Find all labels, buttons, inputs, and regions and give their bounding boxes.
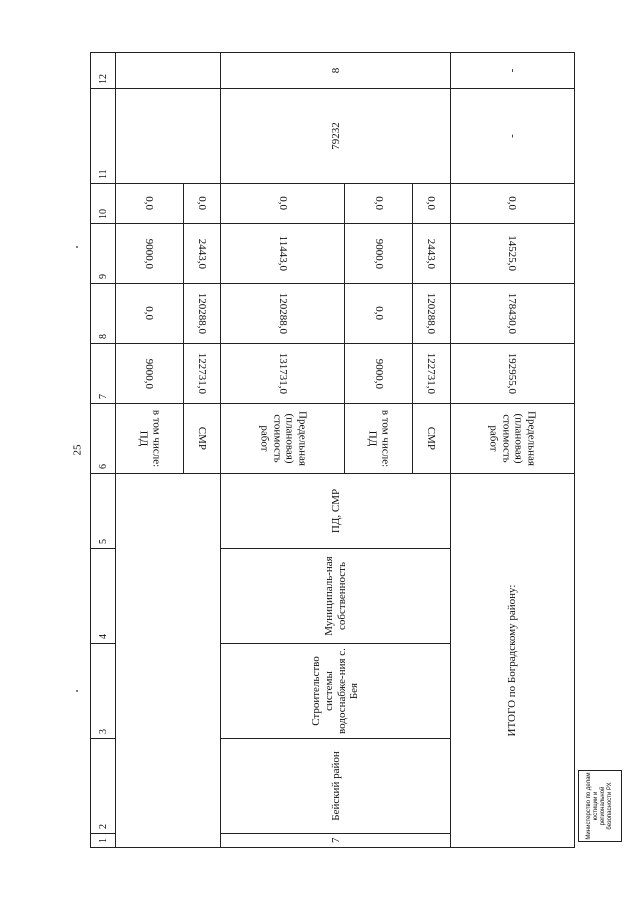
blank-cell (116, 474, 221, 848)
col-number: 12 (91, 53, 116, 89)
row-label: СМР (413, 404, 451, 474)
ministry-stamp (578, 770, 622, 842)
cell-c8: 120288,0 (413, 284, 451, 344)
col-number: 1 (91, 834, 116, 848)
cell-c7: 122731,0 (413, 344, 451, 404)
row-label: Предельная (плановая) стоимость работ (450, 404, 574, 474)
col-number: 4 (91, 549, 116, 644)
cell-c12 (116, 53, 221, 89)
column-number-row (91, 53, 116, 848)
total-label: ИТОГО по Боградскому району: (450, 474, 574, 848)
project-work-type: ПД, СМР (221, 474, 450, 549)
col-number: 3 (91, 644, 116, 739)
cell-c10: 0,0 (183, 184, 221, 224)
col-number: 7 (91, 344, 116, 404)
project-district: Бейский район (221, 739, 450, 834)
total-c8: 178430,0 (450, 284, 574, 344)
col-number: 10 (91, 184, 116, 224)
total-row (450, 53, 574, 848)
col-number: 9 (91, 224, 116, 284)
project-ownership: Муниципаль-ная собственность (221, 549, 450, 644)
cell-c10: 0,0 (116, 184, 184, 224)
cell-c10: 0,0 (221, 184, 345, 224)
project-index: 7 (221, 834, 450, 848)
col-number: 11 (91, 89, 116, 184)
cell-c9: 11443,0 (221, 224, 345, 284)
cell-c9: 9000,0 (116, 224, 184, 284)
col-number: 2 (91, 739, 116, 834)
total-c12: - (450, 53, 574, 89)
total-c11: - (450, 89, 574, 184)
rotated-table-wrapper (90, 53, 575, 848)
margin-dot (76, 690, 78, 692)
project-col12: 8 (221, 53, 450, 89)
cell-c7: 9000,0 (345, 344, 413, 404)
total-c9: 14525,0 (450, 224, 574, 284)
cell-c8: 120288,0 (183, 284, 221, 344)
total-c10: 0,0 (450, 184, 574, 224)
cell-c8: 0,0 (116, 284, 184, 344)
margin-dot (76, 246, 78, 248)
project-col11: 79232 (221, 89, 450, 184)
cell-c10: 0,0 (345, 184, 413, 224)
cell-c8: 0,0 (345, 284, 413, 344)
page-number: 25 (71, 444, 84, 456)
budget-table (90, 52, 575, 848)
cell-c11 (116, 89, 221, 184)
total-c7: 192955,0 (450, 344, 574, 404)
cell-c9: 9000,0 (345, 224, 413, 284)
row-label: в том числе: ПД (116, 404, 184, 474)
col-number: 6 (91, 404, 116, 474)
cell-c9: 2443,0 (413, 224, 451, 284)
row-label: Предельная (плановая) стоимость работ (221, 404, 345, 474)
stamp-text: Министерство по делам юстиции и региональной безопасности РХ (586, 772, 613, 840)
col-number: 5 (91, 474, 116, 549)
table-row (221, 53, 345, 848)
cell-c7: 122731,0 (183, 344, 221, 404)
cell-c9: 2443,0 (183, 224, 221, 284)
row-label: в том числе: ПД (345, 404, 413, 474)
cell-c7: 131731,0 (221, 344, 345, 404)
project-object: Строительство системы водоснабже-ния с. Бея (221, 644, 450, 739)
table-row (116, 53, 184, 848)
col-number: 8 (91, 284, 116, 344)
cell-c8: 120288,0 (221, 284, 345, 344)
cell-c10: 0,0 (413, 184, 451, 224)
row-label: СМР (183, 404, 221, 474)
cell-c7: 9000,0 (116, 344, 184, 404)
